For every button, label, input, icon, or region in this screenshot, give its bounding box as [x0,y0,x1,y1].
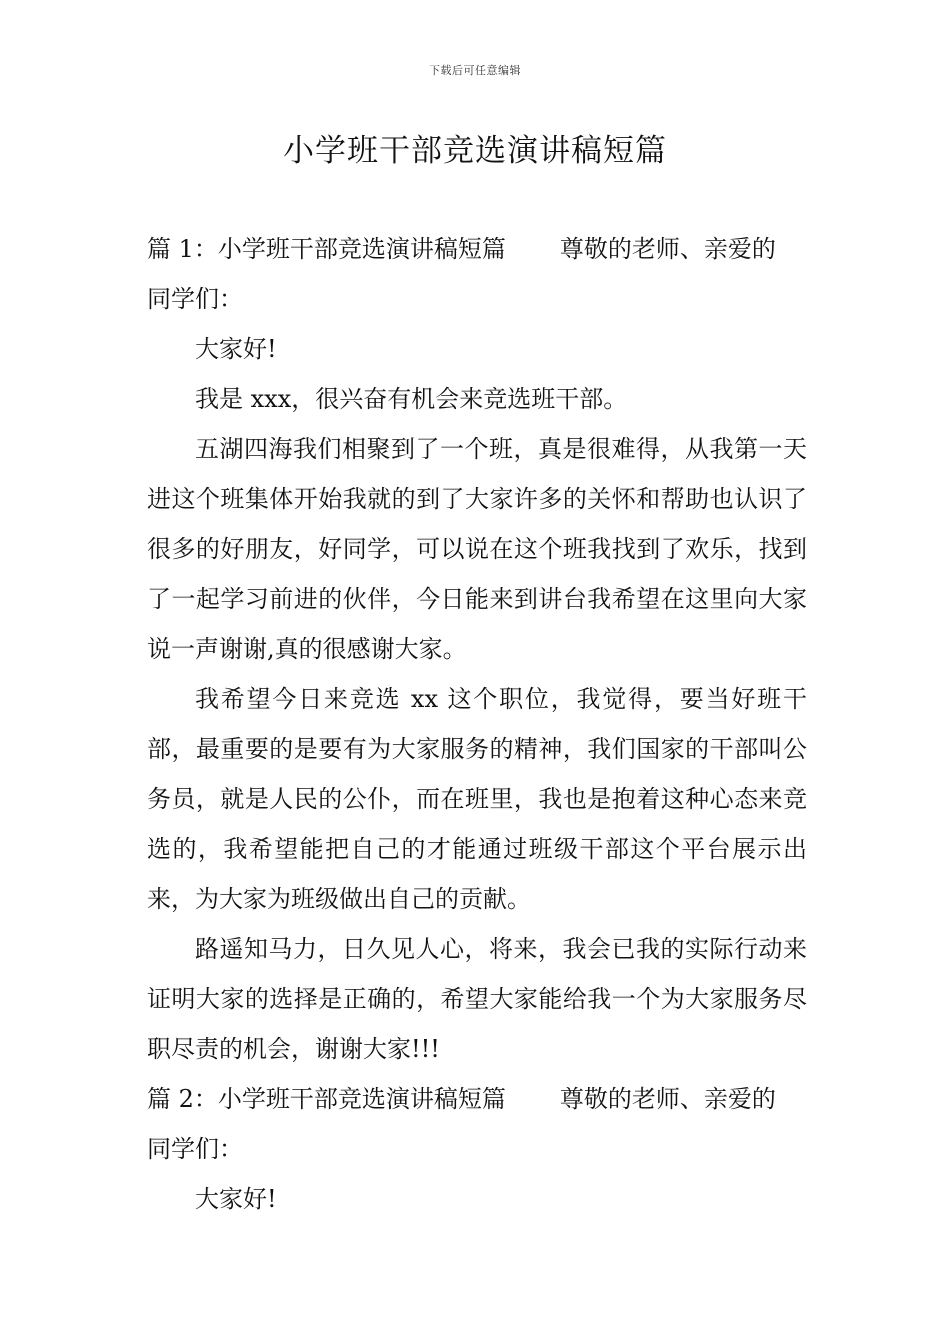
document-title: 小学班干部竞选演讲稿短篇 [283,133,667,169]
section-1-paragraph-intro: 我是 xxx，很兴奋有机会来竞选班干部。 [195,385,628,413]
page-header-note: 下载后可任意编辑 [429,64,521,77]
section-2-paragraph-greeting: 大家好! [195,1185,277,1213]
section-2-salutation: 尊敬的老师、亲爱的 [559,1085,776,1113]
section-1-heading-line [147,224,807,274]
section-1-heading: 篇 1：小学班干部竞选演讲稿短篇 [147,235,506,263]
section-1-paragraph-thanks: 五湖四海我们相聚到了一个班，真是很难得，从我第一天进这个班集体开始我就的到了大家许多的关怀和帮助也认识了很多的好朋友，好同学，可以说在这个班我找到了欢乐，找到了一起学习前进的伙伴，今日能来到讲台我希望在这里向大家说一声谢谢,真的很感谢大家。 [147,435,807,663]
section-1-salutation: 尊敬的老师、亲爱的 [559,235,776,263]
section-1-paragraph-closing: 路遥知马力，日久见人心，将来，我会已我的实际行动来证明大家的选择是正确的，希望大家能给我一个为大家服务尽职尽责的机会，谢谢大家!!! [147,935,807,1063]
section-2-heading-line [147,1074,807,1124]
document-body [147,224,807,1224]
section-1-paragraph-greeting: 大家好! [195,335,277,363]
section-1-paragraph-position: 我希望今日来竞选 xx 这个职位，我觉得，要当好班干部，最重要的是要有为大家服务的精神，我们国家的干部叫公务员，就是人民的公仆，而在班里，我也是抱着这种心态来竞选的，我希望能把自己的才能通过班级干部这个平台展示出来，为大家为班级做出自己的贡献。 [147,685,807,913]
section-2-salutation-cont: 同学们： [147,1135,243,1163]
section-1-salutation-cont: 同学们： [147,285,243,313]
section-2-heading: 篇 2：小学班干部竞选演讲稿短篇 [147,1085,506,1113]
